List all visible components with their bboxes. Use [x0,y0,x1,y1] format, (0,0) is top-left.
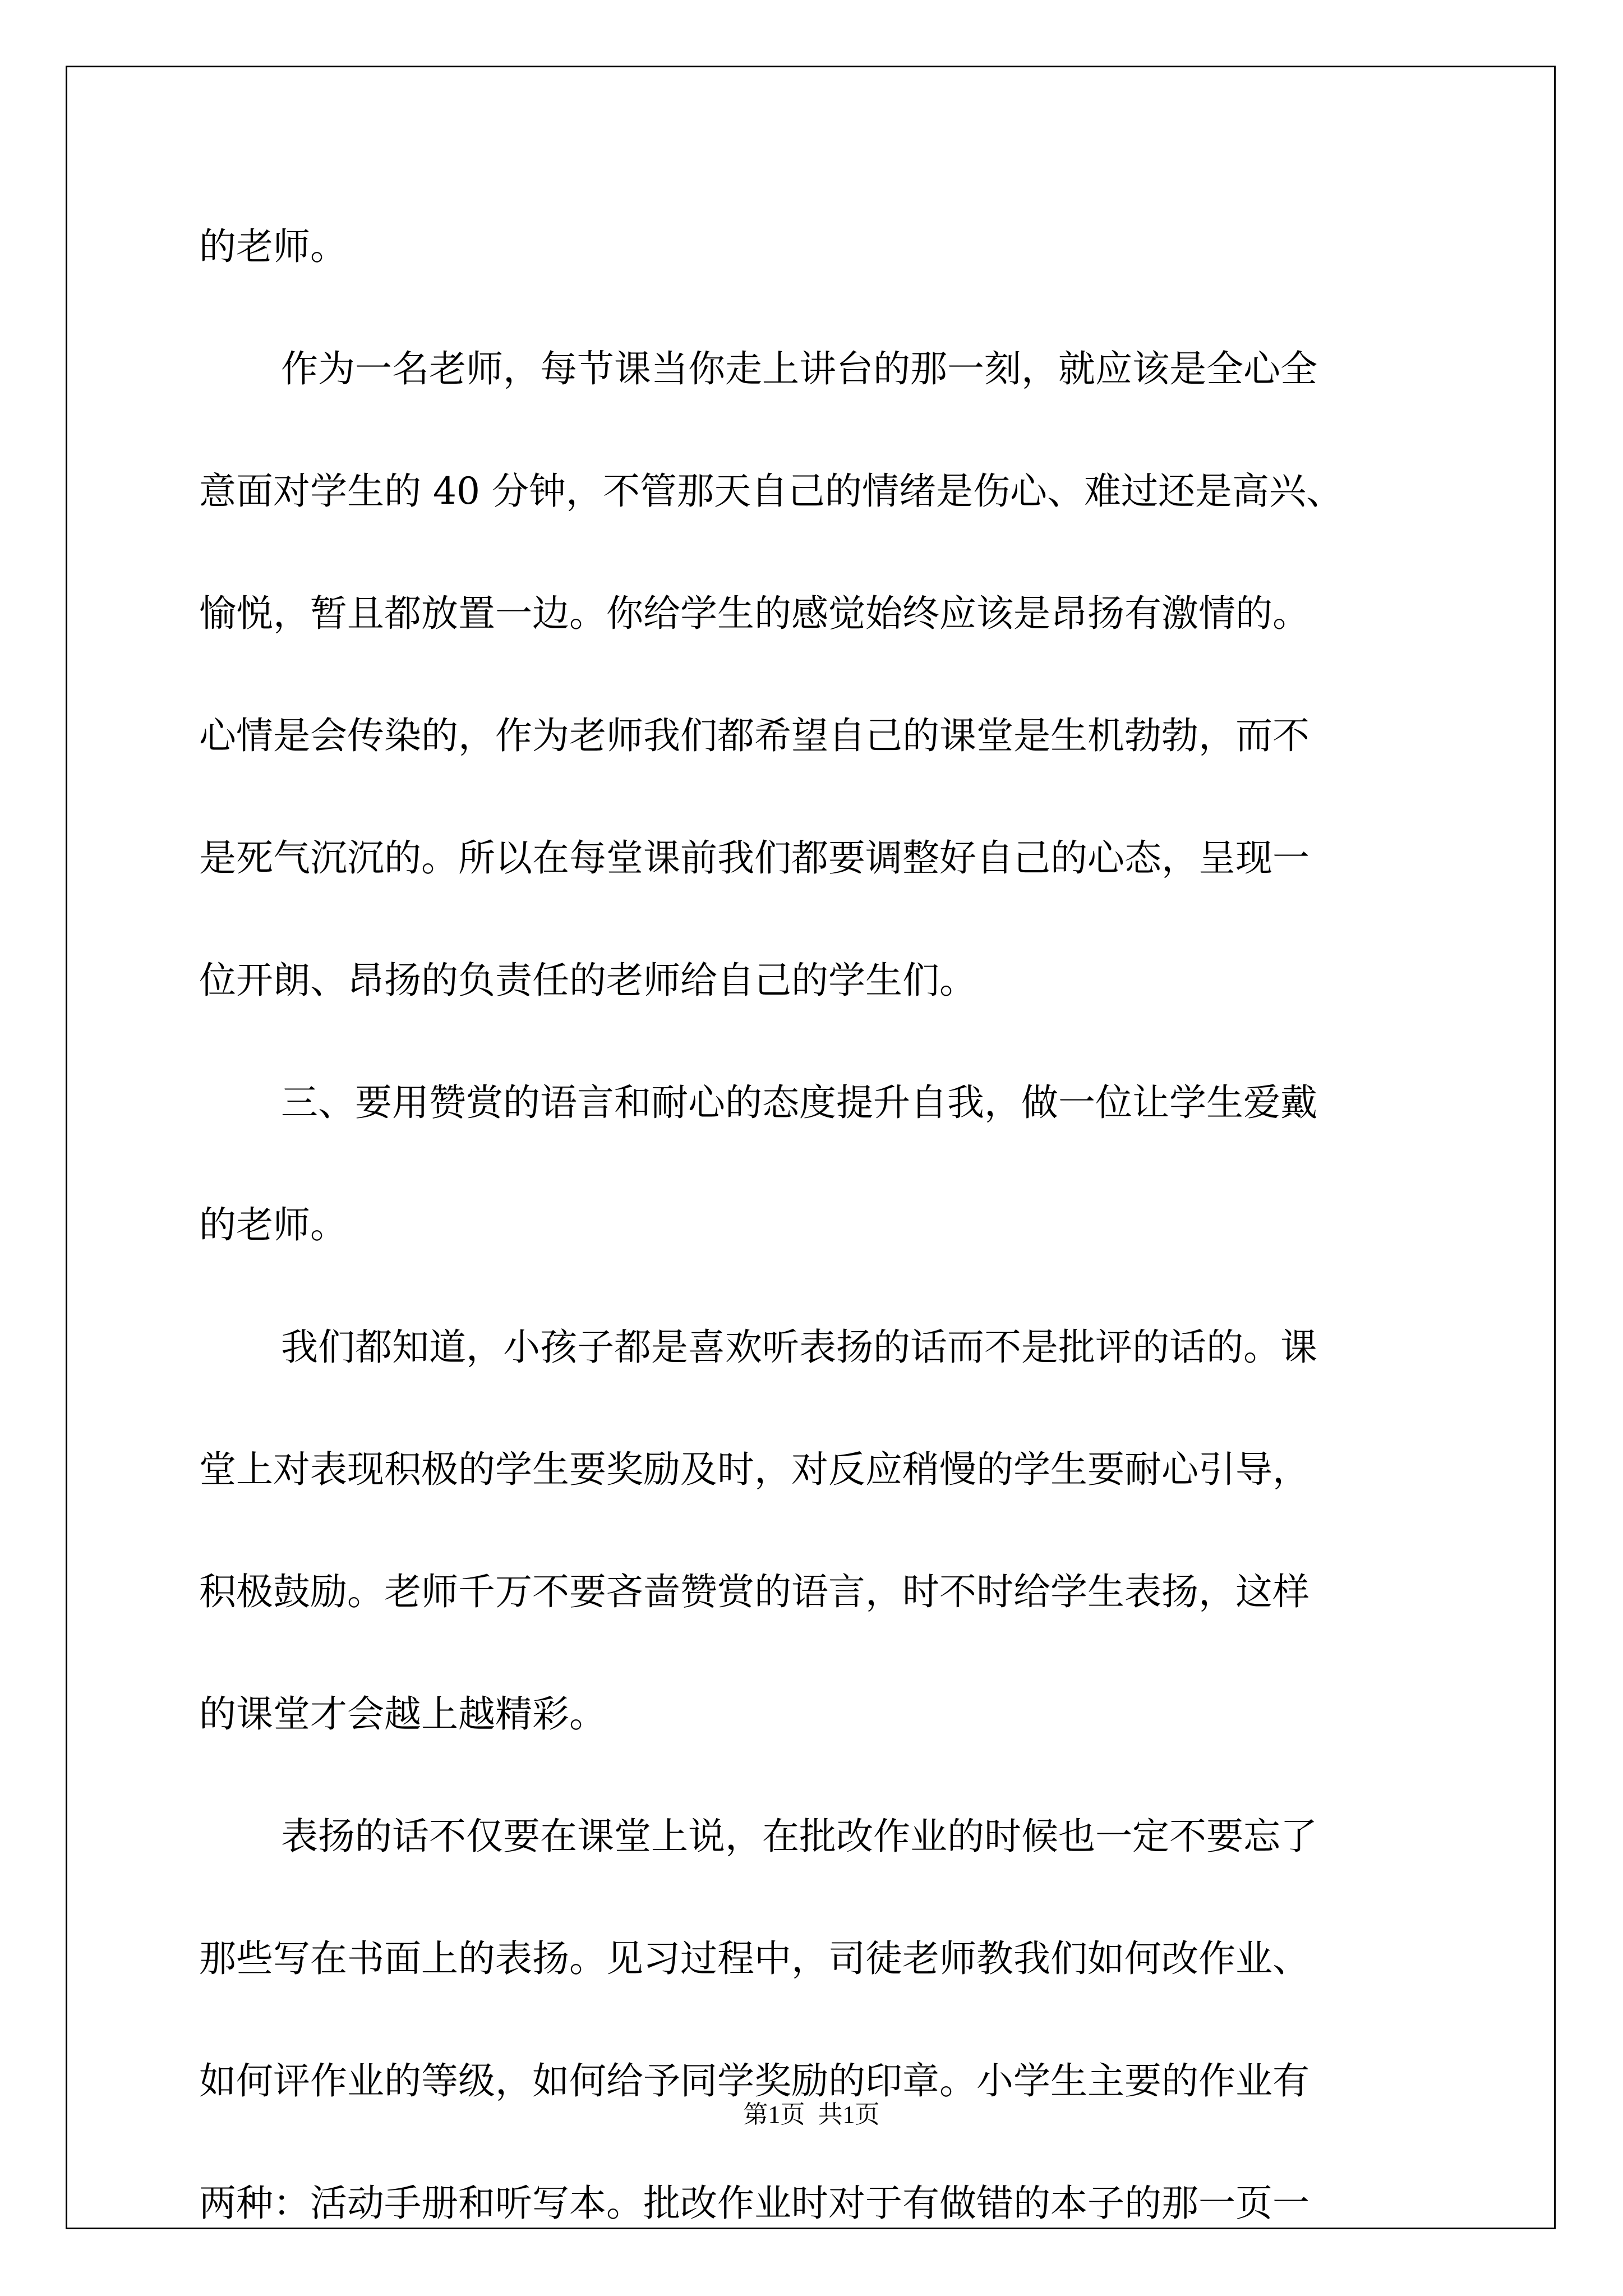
text-line: 位开朗、昂扬的负责任的老师给自己的学生们。 [199,959,976,1002]
page-footer [0,2098,1623,2132]
text-line: 两种：活动手册和听写本。批改作业时对于有做错的本子的那一页一 [199,2182,1310,2225]
text-line: 作为一名老师，每节课当你走上讲台的那一刻，就应该是全心全 [281,347,1317,390]
page-number: 第1页 [743,2101,805,2128]
text-line: 是死气沉沉的。所以在每堂课前我们都要调整好自己的心态，呈现一 [199,836,1310,880]
text-line: 积极鼓励。老师千万不要吝啬赞赏的语言，时不时给学生表扬，这样 [199,1570,1310,1613]
text-line: 愉悦，暂且都放置一边。你给学生的感觉始终应该是昂扬有激情的。 [199,592,1310,635]
text-line: 如何评作业的等级，如何给予同学奖励的印章。小学生主要的作业有 [199,2059,1310,2102]
text-line: 我们都知道，小孩子都是喜欢听表扬的话而不是批评的话的。课 [281,1326,1317,1369]
page-total: 共1页 [818,2101,880,2128]
text-line: 的老师。 [199,1203,347,1246]
text-line: 的老师。 [199,225,347,268]
text-line: 表扬的话不仅要在课堂上说，在批改作业的时候也一定不要忘了 [281,1815,1317,1858]
text-line: 三、要用赞赏的语言和耐心的态度提升自我，做一位让学生爱戴 [281,1081,1317,1124]
text-line: 意面对学生的 40 分钟，不管那天自己的情绪是伤心、难过还是高兴、 [199,470,1343,513]
text-line: 那些写在书面上的表扬。见习过程中，司徒老师教我们如何改作业、 [199,1937,1310,1980]
text-line: 心情是会传染的，作为老师我们都希望自己的课堂是生机勃勃，而不 [199,714,1310,757]
text-line: 的课堂才会越上越精彩。 [199,1692,606,1736]
text-line: 堂上对表现积极的学生要奖励及时，对反应稍慢的学生要耐心引导， [199,1448,1310,1491]
